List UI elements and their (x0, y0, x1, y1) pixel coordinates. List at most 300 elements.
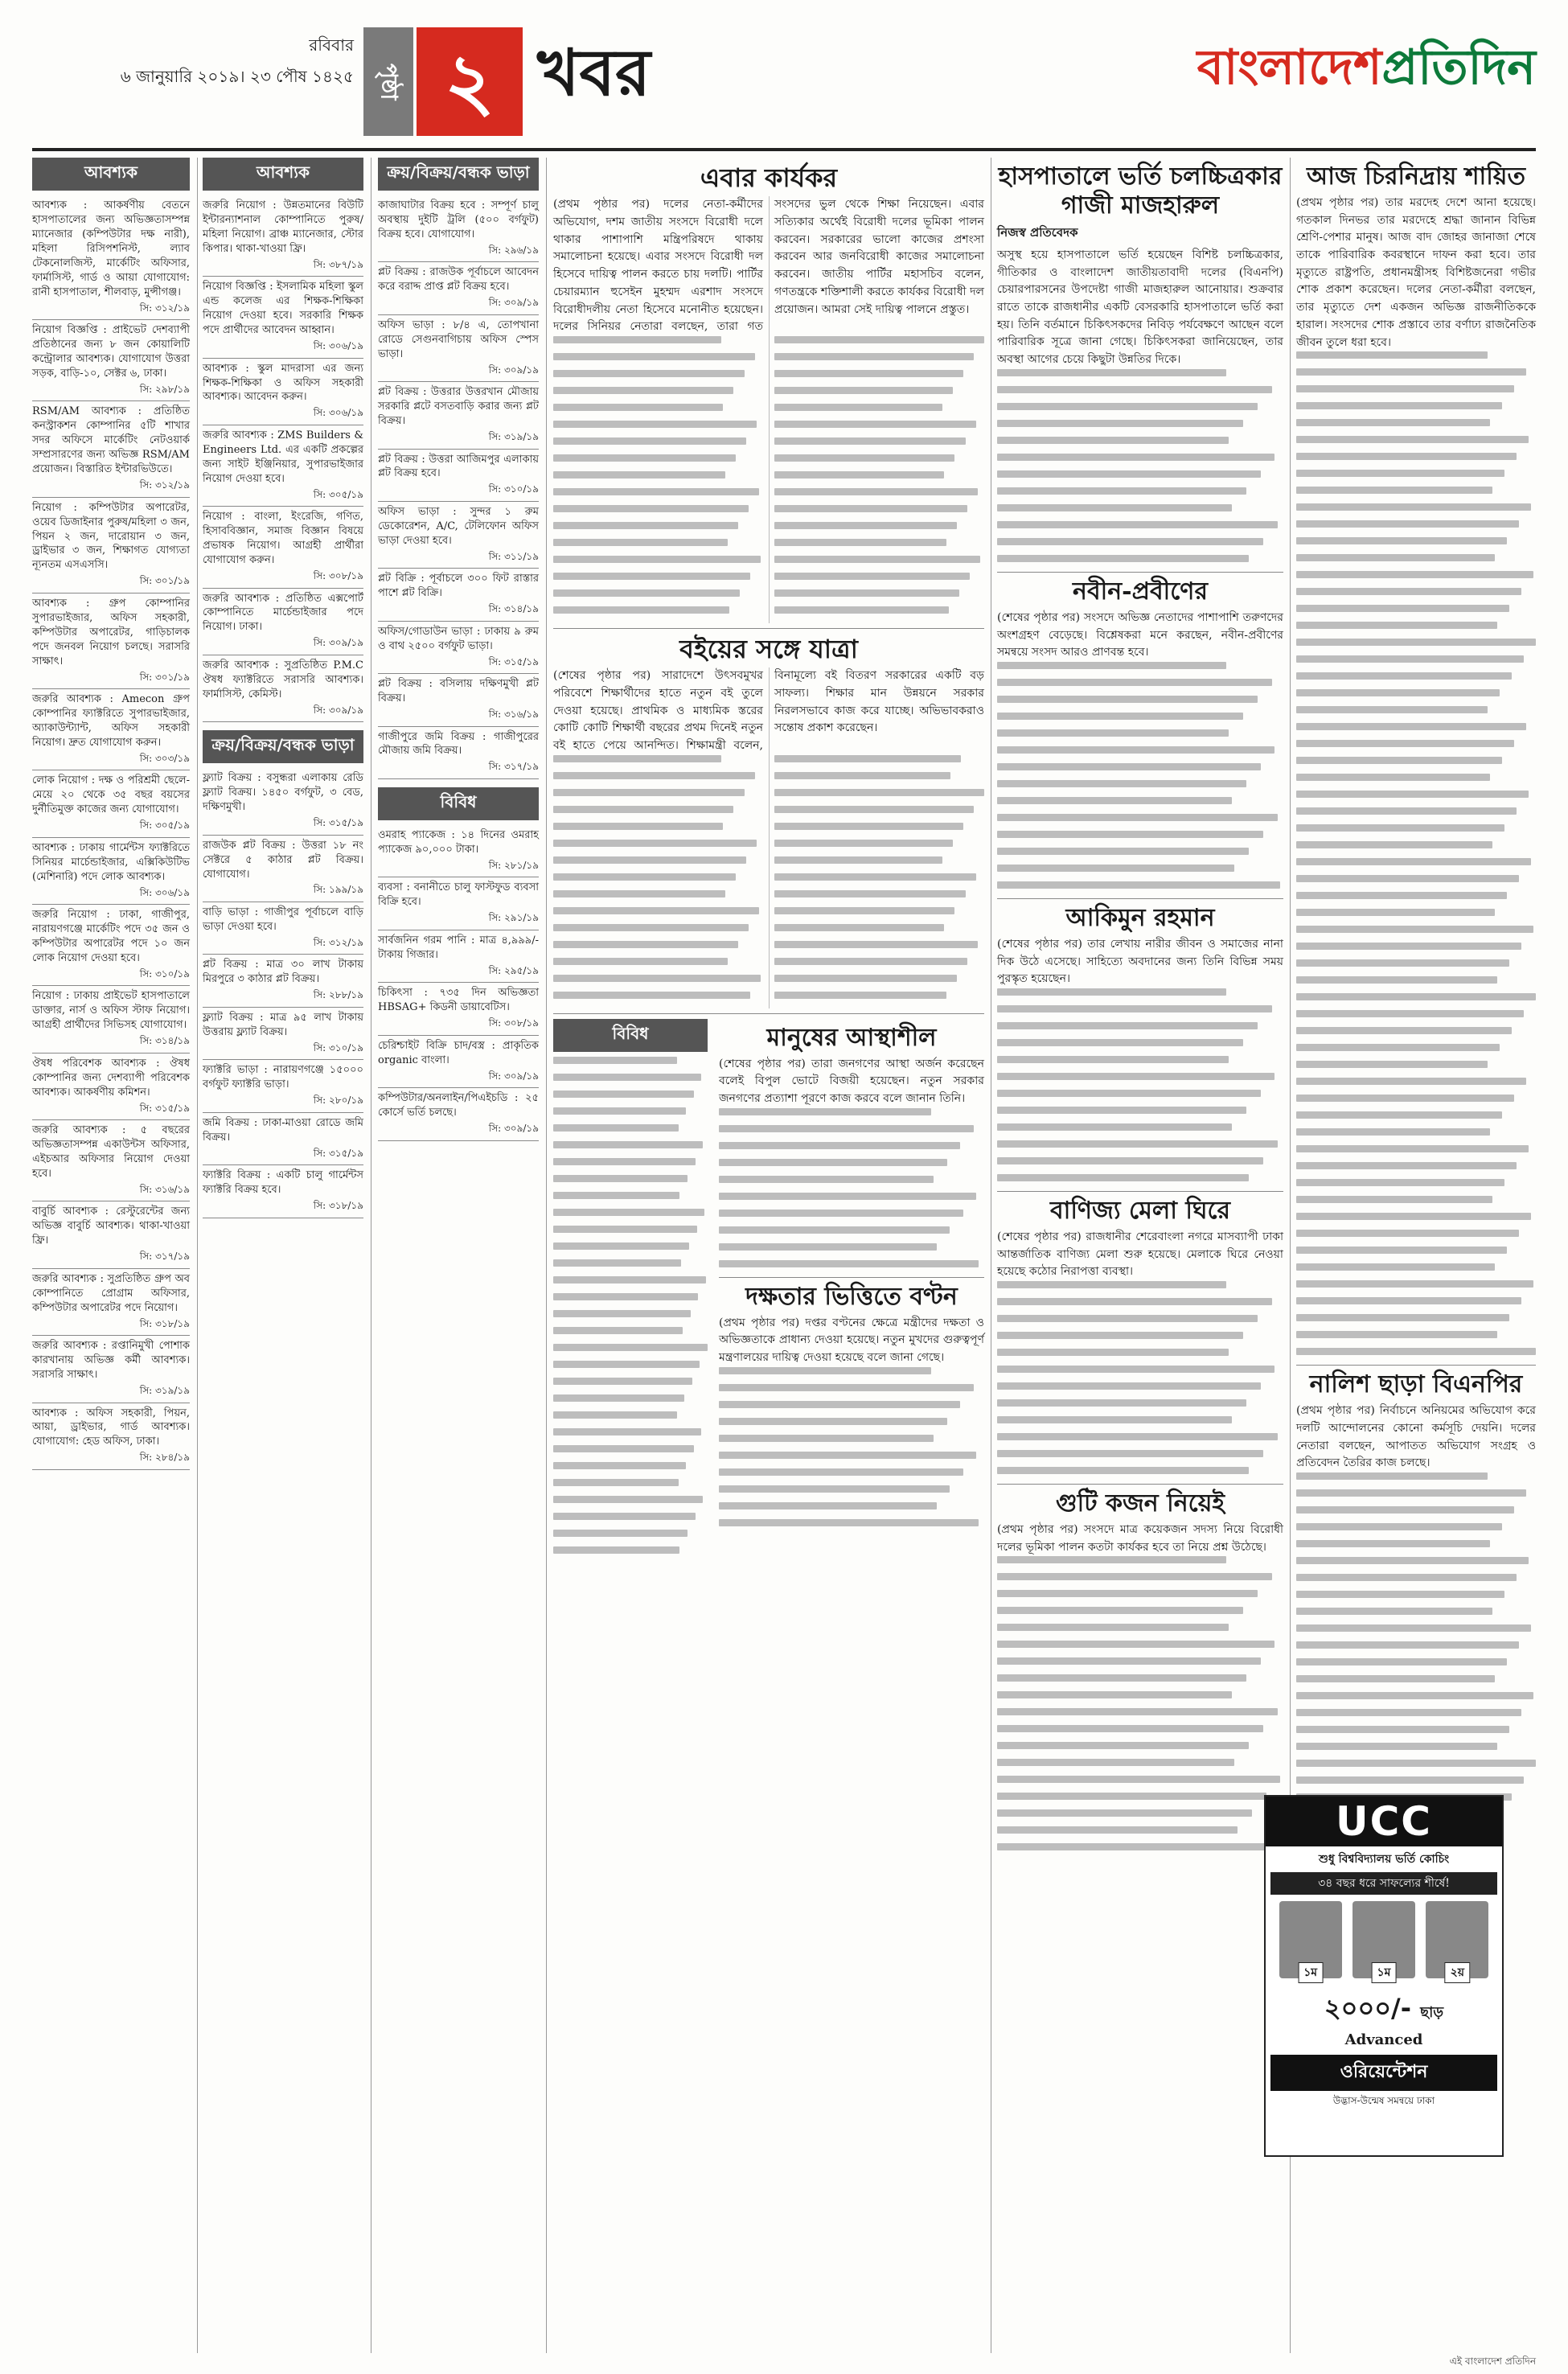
text-line (997, 1416, 1232, 1423)
text-line (1296, 1523, 1502, 1530)
text-line (553, 806, 733, 813)
text-line (997, 1759, 1234, 1766)
ad-list (378, 195, 539, 779)
ad-reference: সি: ৩০৬/১৯ (313, 340, 363, 352)
classified-ad[interactable] (378, 382, 539, 449)
text-line (1296, 1726, 1509, 1733)
text-line (1296, 757, 1502, 764)
text-line (997, 1742, 1249, 1749)
classified-column-3 (378, 158, 539, 1141)
text-line (719, 1367, 931, 1374)
text-line (997, 814, 1278, 821)
text-line (774, 353, 974, 360)
text-line (1296, 892, 1507, 899)
text-line (1296, 706, 1488, 713)
text-line (997, 713, 1243, 720)
ad-text: প্লট বিক্রয় : উত্তরা আজিমপুর এলাকায় প্লট বিক্রয় হবে। (378, 453, 539, 480)
price-note: ছাড় (1420, 2004, 1444, 2021)
classified-ad[interactable] (378, 930, 539, 983)
classified-ad[interactable] (32, 1201, 190, 1268)
text-line (719, 1502, 937, 1509)
text-line (1296, 1061, 1488, 1068)
text-line (553, 992, 750, 999)
classified-ad[interactable] (378, 825, 539, 877)
ad-list (203, 768, 363, 1218)
text-line (719, 1485, 950, 1493)
classified-ad[interactable] (378, 569, 539, 621)
text-line (1296, 520, 1519, 528)
text-line (997, 1090, 1261, 1097)
ad-reference: সি: ৩১৮/১৯ (313, 1199, 363, 1211)
ad-text: বাবুর্চি আবশ্যক : রেস্টুরেন্টের জন্য অভিজ্ঞ বাবুর্চি আবশ্যক। থাকা-খাওয়া ফ্রি। (32, 1205, 190, 1247)
category-heading: আবশ্যক (203, 158, 363, 191)
text-line (997, 1573, 1272, 1580)
text-block (997, 988, 1283, 1181)
story-headline[interactable]: গুটি কজন নিয়েই (1056, 1489, 1225, 1518)
text-line (1296, 487, 1492, 494)
text-block (1296, 351, 1536, 1355)
text-line (553, 454, 736, 462)
text-line (553, 1124, 679, 1132)
classified-ad[interactable] (32, 320, 190, 401)
ad-text: বাড়ি ভাড়া : গাজীপুর পূর্বাচলে বাড়ি ভাড়া দেওয়া হবে। (203, 906, 363, 933)
classified-ad[interactable] (203, 902, 363, 955)
text-line (774, 975, 957, 982)
text-line (774, 387, 953, 394)
classified-ad[interactable] (203, 507, 363, 588)
text-line (553, 1479, 679, 1486)
ad-text: নিয়োগ বিজ্ঞপ্তি : ইসলামিক মহিলা স্কুল এন্ড কলেজ এর শিক্ষক-শিক্ষিকা নিয়োগ দেওয়া হবে। সরকারি শিক্ষক পদে প্রার্থীদের আবেদন আহ্বান। (203, 281, 363, 337)
ad-reference: সি: ৩০৮/১৯ (313, 570, 363, 581)
day-label: রবিবার (309, 35, 354, 55)
text-line (997, 1349, 1229, 1356)
text-line (553, 1074, 701, 1081)
text-line (774, 856, 942, 864)
classified-ad[interactable] (378, 983, 539, 1035)
byline: নিজস্ব প্রতিবেদক (997, 225, 1078, 240)
text-line (553, 404, 723, 411)
ad-text: অফিস ভাড়া : ৮/৪ এ, তোপখানা রোডে সেগুনবাগিচায় অফিস স্পেস ভাড়া। (378, 318, 539, 360)
ad-reference: সি: ৩০১/১৯ (139, 575, 190, 587)
ad-text: রাজউক প্লট বিক্রয় : উত্তরা ১৮ নং সেক্টরে ৫ কাঠার প্লট বিক্রয়। যোগাযোগ। (203, 839, 363, 881)
text-line (997, 487, 1246, 495)
text-block (553, 1057, 708, 1554)
classified-ad[interactable] (32, 401, 190, 497)
text-line (774, 772, 950, 779)
text-line (774, 589, 959, 597)
text-line (997, 1433, 1278, 1440)
text-line (719, 1142, 960, 1149)
text-line (1296, 402, 1502, 409)
text-line (774, 505, 967, 512)
ad-text: প্লট বিক্রয় : রাজউক পূর্বাচলে আবেদন করে বরাদ্দ প্রাপ্ত প্লট বিক্রয় হবে। (378, 266, 539, 294)
text-line (1296, 723, 1526, 730)
text-line (997, 679, 1272, 686)
text-line (719, 1418, 947, 1425)
ad-reference: সি: ৩১৫/১৯ (313, 817, 363, 829)
text-line (997, 386, 1272, 393)
story-body: (শেষের পৃষ্ঠার পর) তারা জনগণের আস্থা অর্জন করেছেন বলেই বিপুল ভোটে বিজয়ী হয়েছেন। নতুন সরকার জনগণের প্রত্যাশা পূরণে কাজ করবে বলে জানান তিনি। (719, 1057, 984, 1106)
text-line (997, 1776, 1280, 1783)
text-line (553, 1242, 689, 1250)
text-line (553, 1226, 697, 1233)
ad-text: নিয়োগ : কম্পিউটার অপারেটর, ওয়েব ডিজাইনার পুরুষ/মহিলা ৩ জন, পিয়ন ২ জন, দারোয়ান ৩ জন, ড্রাইভার ৩ জন, শিক্ষাগত যোগ্যতা ন্যূনতম এসএসসি। (32, 501, 190, 572)
text-line (1296, 858, 1531, 865)
ad-reference: সি: ৩১০/১৯ (488, 483, 539, 495)
text-line (997, 504, 1232, 511)
ad-reference: সি: ৩১৯/১৯ (488, 430, 539, 442)
story-headline[interactable]: আজ চিরনিদ্রায় শায়িত (1306, 162, 1525, 191)
text-line (1296, 841, 1492, 848)
classified-ad[interactable] (378, 877, 539, 930)
classified-ad[interactable] (378, 1036, 539, 1088)
ad-list (32, 195, 190, 1470)
story-headline[interactable]: নবীন-প্রবীণের (1073, 577, 1208, 606)
ad-reference: সি: ৩০৯/১৯ (488, 297, 539, 309)
text-line (553, 1411, 677, 1419)
ad-reference: সি: ৩১২/১৯ (313, 936, 363, 948)
text-line (553, 772, 755, 779)
ad-text: ফ্যাক্টরি বিক্রয় : একটি চালু গার্মেন্টস ফ্যাক্টরি বিক্রয় হবে। (203, 1169, 363, 1197)
ad-reference: সি: ২৯৫/১৯ (488, 964, 539, 976)
rank-badge: ১ম (1298, 1962, 1323, 1983)
text-line (774, 421, 976, 428)
classified-ad[interactable] (378, 622, 539, 674)
text-line (719, 1210, 963, 1217)
text-line (997, 1641, 1275, 1648)
ad-text: জরুরি আবশ্যক : ৫ বছরের অভিজ্ঞতাসম্পন্ন একাউন্টস অফিসার, এইচআর অফিসার নিয়োগ দেওয়া হবে। (32, 1124, 190, 1180)
text-line (997, 1332, 1243, 1339)
text-line (774, 573, 970, 580)
text-line (774, 454, 954, 462)
text-line (774, 992, 946, 999)
text-line (553, 907, 759, 914)
text-line (997, 797, 1232, 804)
text-line (553, 539, 728, 546)
ad-text: জমি বিক্রয় : ঢাকা-মাওয়া রোডে জমি বিক্রয়। (203, 1116, 363, 1144)
text-line (553, 1175, 688, 1182)
text-line (553, 421, 757, 428)
text-line (553, 1344, 708, 1351)
classified-ad[interactable] (378, 195, 539, 262)
ad-text: জরুরি আবশ্যক : প্রতিষ্ঠিত এক্সপোর্ট কোম্পানিতে মার্চেন্ডাইজার পদে নিয়োগ। ঢাকা। (203, 592, 363, 634)
ad-text: কাজাঘাটার বিক্রয় হবে : সম্পূর্ণ চালু অবস্থায় দুইটি ট্রলি (৫০০ বর্গফুট) বিক্রয় হবে। যোগাযোগ। (378, 199, 539, 240)
text-line (997, 1725, 1263, 1732)
classified-ad[interactable] (32, 498, 190, 594)
text-block (997, 662, 1283, 889)
ad-text: আবশ্যক : আকর্ষণীয় বেতনে হাসপাতালের জন্য অভিজ্ঞতাসম্পন্ন ম্যানেজার (কম্পিউটার দক্ষ নারী), মহিলা রিসিপশনিস্ট, ল্যাব টেকনোলজিস্ট, মার্কেটিং অফিসার, ফার্মাসিস্ট, গার্ড ও আয়া যোগাযোগ: রানী হাসপাতাল, শীলবাড়, মুন্সীগঞ্জ। (32, 199, 190, 298)
ad-reference: সি: ৩৮৭/১৯ (313, 258, 363, 270)
text-line (553, 840, 757, 847)
classified-ad[interactable] (203, 768, 363, 835)
classified-ad[interactable] (203, 955, 363, 1007)
ucc-advertisement[interactable] (1264, 1795, 1504, 2157)
ad-text: ফ্ল্যাট বিক্রয় : মাত্র ৯৫ লাখ টাকায় উত্তরায় ফ্ল্যাট বিক্রয়। (203, 1011, 363, 1038)
text-line (997, 1366, 1275, 1373)
text-line (1296, 1692, 1533, 1699)
text-line (1296, 1162, 1517, 1169)
price-value: ২০০০/- (1324, 1993, 1412, 2023)
classified-ad[interactable] (32, 195, 190, 320)
text-line (719, 1260, 979, 1267)
ad-text: সার্বজনিন গরম পানি : মাত্র ৪,৯৯৯/- টাকায় গিজার। (378, 934, 539, 961)
ad-reference: সি: ২৮০/১৯ (313, 1095, 363, 1107)
classified-ad[interactable] (203, 195, 363, 277)
classified-ad[interactable] (203, 425, 363, 507)
story-headline[interactable]: হাসপাতালে ভর্তি চলচ্চিত্রকার গাজী মাজহারুল (998, 162, 1283, 220)
text-line (553, 1209, 704, 1216)
classified-ad[interactable] (32, 986, 190, 1053)
text-line (997, 403, 1258, 410)
classified-ad[interactable] (203, 359, 363, 425)
text-line (1296, 1658, 1507, 1665)
ad-text: ফ্যাক্টরি ভাড়া : নারায়ণগঞ্জে ১৫০০০ বর্গফুট ফ্যাক্টরি ভাড়া। (203, 1064, 363, 1091)
text-line (997, 1657, 1261, 1665)
text-line (1296, 1111, 1502, 1119)
classified-ad[interactable] (203, 589, 363, 655)
text-line (1296, 1675, 1495, 1682)
ad-text: চেরিশ্চাইট বিক্রি চাদ/বস্ত্র : প্রাকৃতিক organic বাংলা। (378, 1039, 539, 1066)
text-line (553, 353, 755, 360)
text-line (774, 437, 966, 445)
classified-ad[interactable] (32, 1054, 190, 1120)
text-line (553, 1276, 706, 1284)
text-line (553, 471, 725, 478)
ad-list (203, 195, 363, 722)
text-line (553, 387, 733, 394)
text-line (719, 1125, 974, 1132)
text-line (1296, 976, 1497, 984)
text-line (1296, 1078, 1526, 1085)
ad-list (378, 825, 539, 1141)
text-line (1296, 368, 1526, 376)
text-line (553, 1394, 684, 1402)
category-heading: বিবিধ (553, 1019, 708, 1052)
text-line (553, 606, 729, 614)
newspaper-logo[interactable] (1197, 39, 1536, 96)
classified-ad[interactable] (378, 262, 539, 314)
ad-reference: সি: ৩১১/১৯ (488, 550, 539, 562)
classified-ad[interactable] (32, 689, 190, 770)
text-line (553, 1530, 688, 1537)
ucc-price (1266, 1988, 1502, 2031)
ad-text: প্লট বিক্রয় : উত্তরার উত্তরখান মৌজায় সরকারি প্লটে বসতবাড়ি করার জন্য প্লট বিক্রয়। (378, 386, 539, 428)
logo-part-1: বাংলাদেশ (1197, 39, 1382, 96)
ucc-tagline: শুধু বিশ্ববিদ্যালয় ভর্তি কোচিং (1318, 1853, 1450, 1866)
text-line (997, 988, 1226, 996)
text-line (553, 924, 749, 931)
story-headline[interactable]: মানুষের আস্থাশীল (766, 1023, 937, 1052)
text-line (1296, 588, 1521, 595)
classified-ad[interactable] (378, 1088, 539, 1140)
text-line (774, 755, 961, 762)
text-block (997, 1281, 1283, 1474)
text-line (997, 437, 1229, 444)
text-line (1296, 1263, 1495, 1271)
ad-text: চিকিৎসা : ৭৩৫ দিন অভিজ্ঞতা HBSAG+ কিডনী ডায়াবেটিস। (378, 987, 539, 1014)
ucc-banner: ওরিয়েন্টেশন (1270, 2055, 1497, 2091)
classified-ad[interactable] (203, 277, 363, 358)
text-line (997, 1467, 1249, 1474)
text-line (997, 729, 1229, 737)
text-line (997, 1674, 1246, 1682)
ad-reference: সি: ৩০৫/১৯ (139, 819, 190, 832)
text-line (1296, 1044, 1500, 1051)
text-line (1296, 1196, 1492, 1203)
story-headline[interactable]: এবার কার্যকর (700, 162, 838, 193)
ad-reference: সি: ৩১০/১৯ (313, 1041, 363, 1054)
text-line (1296, 1230, 1519, 1237)
text-line (1296, 993, 1536, 1000)
ad-text: জরুরি আবশ্যক : সুপ্রতিষ্ঠিত গ্রুপ অব কোম্পানিতে প্রোগ্রাম অফিসার, কম্পিউটার অপারেটর পদে নিয়োগ। (32, 1272, 190, 1314)
text-line (719, 1176, 934, 1183)
story-body: (শেষের পৃষ্ঠার পর) তার লেখায় নারীর জীবন ও সমাজের নানা দিক উঠে এসেছে। সাহিত্যে অবদানের জন্য তিনি বিভিন্ন সময় পুরস্কৃত হয়েছেন। (997, 937, 1283, 986)
text-line (997, 1708, 1278, 1715)
text-line (553, 589, 740, 597)
text-line (719, 1435, 934, 1442)
student-photo (1426, 1901, 1488, 1978)
ad-reference: সি: ২৮৮/১৯ (313, 989, 363, 1001)
classified-ad[interactable] (203, 1113, 363, 1165)
ad-reference: সি: ২৯৮/১৯ (139, 383, 190, 395)
classified-ad[interactable] (203, 836, 363, 902)
classified-ad[interactable] (378, 315, 539, 382)
text-line (997, 865, 1234, 872)
text-line (997, 454, 1275, 461)
story-body: (প্রথম পৃষ্ঠার পর) দপ্তর বণ্টনের ক্ষেত্রে মন্ত্রীদের দক্ষতা ও অভিজ্ঞতাকে প্রাধান্য দেওয়া হয়েছে। নতুন মুখদের গুরুত্বপূর্ণ মন্ত্রণালয়ের দায়িত্ব দেওয়া হয়েছে বলে জানা গেছে। (719, 1316, 984, 1365)
text-block (553, 755, 984, 1008)
story-headline[interactable]: বইয়ের সঙ্গে যাত্রা (679, 633, 858, 664)
classified-ad[interactable] (203, 1060, 363, 1112)
date-block (32, 34, 354, 92)
ad-reference: সি: ৩০৮/১৯ (488, 1017, 539, 1029)
text-line (997, 763, 1261, 770)
text-line (997, 1624, 1229, 1631)
text-line (774, 924, 944, 931)
ad-reference: সি: ৩১২/১৯ (139, 479, 190, 491)
text-line (774, 890, 966, 897)
text-line (553, 789, 745, 796)
ad-text: অফিস ভাড়া : সুন্দর ১ রুম ডেকোরেশন, A/C, টেলিফোন অফিস ভাড়া দেওয়া হবে। (378, 505, 539, 547)
text-line (1296, 791, 1529, 798)
text-line (553, 1141, 703, 1148)
text-line (1296, 453, 1517, 460)
text-line (774, 471, 944, 478)
classified-ad[interactable] (32, 770, 190, 837)
text-line (553, 336, 721, 343)
text-line (553, 975, 761, 982)
story-body: (শেষের পৃষ্ঠার পর) সংসদে অভিজ্ঞ নেতাদের পাশাপাশি তরুণদের অংশগ্রহণ বেড়েছে। বিশ্লেষকরা মনে করছেন, নবীন-প্রবীণের সমন্বয়ে সংসদ আরও প্রাণবন্ত হবে। (997, 610, 1283, 659)
text-line (1296, 385, 1514, 392)
text-line (997, 369, 1226, 376)
text-line (997, 1793, 1266, 1800)
classified-ad[interactable] (32, 838, 190, 905)
ad-text: নিয়োগ বিজ্ঞপ্তি : প্রাইভেট দেশব্যাপী প্রতিষ্ঠানের জন্য ৮ জন কোয়ালিটি কন্ট্রোলার আবশ্যক। যোগাযোগ উত্তরা সড়ক, বাড়ি-১০, সেক্টর ৬, ঢাকা। (32, 324, 190, 380)
ad-reference: সি: ২৮১/১৯ (488, 859, 539, 871)
text-line (553, 856, 746, 864)
text-line (997, 1399, 1246, 1407)
classified-ad[interactable] (32, 1403, 190, 1470)
news-column-main (553, 158, 984, 1563)
text-line (774, 336, 984, 343)
text-line (1296, 807, 1517, 815)
text-line (774, 806, 974, 813)
news-column-center (997, 158, 1283, 1860)
classified-ad[interactable] (378, 502, 539, 569)
text-line (997, 1843, 1283, 1850)
text-line (997, 1382, 1261, 1390)
classified-ad[interactable] (203, 655, 363, 722)
text-line (997, 1056, 1229, 1063)
text-line (1296, 926, 1533, 933)
ad-text: প্লট বিক্রয় : মাত্র ৩০ লাখ টাকায় মিরপুরে ৩ কাঠার প্লট বিক্রয়। (203, 959, 363, 986)
story-headline[interactable]: বাণিজ্য মেলা ঘিরে (1049, 1196, 1231, 1225)
text-line (553, 556, 761, 563)
ad-text: জরুরি আবশ্যক : সুপ্রতিষ্ঠিত P.M.C ঔষধ ফ্যাক্টরিতে সরাসরি আবশ্যক। ফার্মাসিস্ট, কেমিস্ট। (203, 659, 363, 700)
story-headline[interactable]: নালিশ ছাড়া বিএনপির (1309, 1370, 1523, 1399)
story-headline[interactable]: দক্ষতার ভিত্তিতে বণ্টন (745, 1282, 958, 1311)
classified-ad[interactable] (32, 905, 190, 986)
classified-ad[interactable] (378, 450, 539, 502)
text-line (997, 1315, 1258, 1322)
ad-text: জরুরি নিয়োগ : উন্নতমানের বিউটি ইন্টারন্যাশনাল কোম্পানিতে পুরুষ/মহিলা নিয়োগ। ব্রাঞ্চ ম্যানেজার, স্টোর কিপার। থাকা-খাওয়া ফ্রি। (203, 199, 363, 255)
text-line (1296, 672, 1512, 680)
story-body: (শেষের পৃষ্ঠার পর) রাজধানীর শেরেবাংলা নগরে মাসব্যাপী ঢাকা আন্তর্জাতিক বাণিজ্য মেলা শুরু হয়েছে। মেলাকে ঘিরে নেওয়া হয়েছে কঠোর নিরাপত্তা ব্যবস্থা। (997, 1230, 1283, 1279)
text-line (1296, 470, 1504, 477)
classified-ad[interactable] (203, 1008, 363, 1060)
text-block (553, 336, 984, 623)
classified-ad[interactable] (203, 1165, 363, 1218)
ad-reference: সি: ২৯১/১৯ (488, 912, 539, 924)
classified-ad[interactable] (32, 1269, 190, 1336)
text-line (1296, 1297, 1521, 1304)
ad-text: ওমরাহ প্যাকেজ : ১৪ দিনের ওমরাহ প্যাকেজ ৯০,০০০ টাকা। (378, 828, 539, 856)
ad-text: জরুরি আবশ্যক : ZMS Builders & Engineers Ltd. এর একটি প্রকল্পের জন্য সাইট ইঞ্জিনিয়ার, সুপারভাইজার নিয়োগ দেওয়া হবে। (203, 429, 363, 485)
classified-ad[interactable] (32, 1336, 190, 1403)
ad-text: জরুরি আবশ্যক : রপ্তানিমুখী পোশাক কারখানায় অভিজ্ঞ কর্মী আবশ্যক। সরাসরি সাক্ষাৎ। (32, 1340, 190, 1382)
ad-reference: সি: ৩১৪/১৯ (139, 1035, 190, 1047)
text-block (1296, 1472, 1536, 1834)
text-line (553, 1293, 698, 1300)
text-line (774, 789, 984, 796)
text-line (1296, 1489, 1526, 1497)
text-line (553, 1496, 703, 1503)
text-line (553, 1361, 700, 1368)
page-footer: এই বাংলাদেশ প্রতিদিন (1449, 2356, 1536, 2367)
text-line (553, 1513, 696, 1520)
ad-reference: সি: ৩০৯/১৯ (488, 1122, 539, 1134)
section-title: খবর (537, 35, 651, 110)
text-line (553, 1158, 696, 1165)
ucc-logo: UCC (1266, 1797, 1502, 1846)
story-body: অসুস্থ হয়ে হাসপাতালে ভর্তি হয়েছেন বিশিষ্ট চলচ্চিত্রকার, গীতিকার ও বাংলাদেশ জাতীয়তাবাদী দলের (বিএনপি) চেয়ারপারসনের উপদেষ্টা গাজী মাজহারুল আনোয়ার। শুক্রবার রাতে তাকে রাজধানীর একটি বেসরকারি হাসপাতালে ভর্তি করা হয়। তিনি বর্তমানে চিকিৎসকদের নিবিড় পর্যবেক্ষণে আছেন বলে পারিবারিক সূত্রে জানা গেছে। চিকিৎসকরা জানিয়েছেন, তার অবস্থা আগের চেয়ে কিছুটা উন্নতির দিকে। (997, 248, 1283, 367)
text-line (774, 958, 967, 965)
classified-ad[interactable] (32, 1120, 190, 1201)
text-line (1296, 537, 1507, 544)
text-line (997, 1039, 1243, 1046)
text-line (1296, 1179, 1504, 1186)
text-block (997, 1556, 1283, 1850)
classified-ad[interactable] (32, 594, 190, 689)
ad-reference: সি: ৩১৪/১৯ (488, 603, 539, 615)
classified-ad[interactable] (378, 674, 539, 726)
story-headline[interactable]: আকিমুন রহমান (1065, 903, 1215, 932)
text-line (1296, 1331, 1497, 1338)
classified-ad[interactable] (378, 727, 539, 779)
student-photo (1279, 1901, 1342, 1978)
ad-reference: সি: ২৯৬/১৯ (488, 244, 539, 256)
text-block (997, 369, 1283, 562)
